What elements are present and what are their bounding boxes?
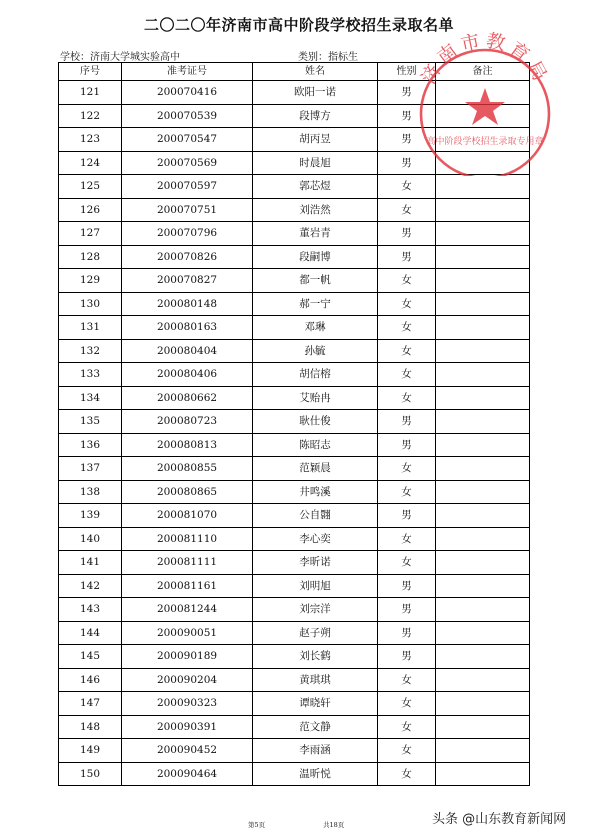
cell-gender: 女 <box>378 386 436 410</box>
cell-name: 孙毓 <box>253 339 378 363</box>
cell-exam-id: 200070826 <box>122 245 253 269</box>
cell-name: 井鸣溪 <box>253 480 378 504</box>
cell-gender: 女 <box>378 457 436 481</box>
cell-name: 陈昭志 <box>253 433 378 457</box>
cell-seq: 130 <box>59 292 122 316</box>
cell-name: 赵子朔 <box>253 621 378 645</box>
header-gender: 性别 <box>378 63 436 81</box>
table-row <box>59 457 530 481</box>
cell-seq: 129 <box>59 269 122 293</box>
cell-exam-id: 200080148 <box>122 292 253 316</box>
cell-exam-id: 200090391 <box>122 715 253 739</box>
cell-name: 范文静 <box>253 715 378 739</box>
cell-gender: 男 <box>378 574 436 598</box>
official-seal <box>415 28 555 176</box>
cell-remark <box>436 668 530 692</box>
cell-name: 刘长鹤 <box>253 645 378 669</box>
cell-gender: 女 <box>378 692 436 716</box>
cell-remark <box>436 457 530 481</box>
table-row <box>59 245 530 269</box>
cell-name: 温昕悦 <box>253 762 378 786</box>
cell-seq: 122 <box>59 104 122 128</box>
cell-seq: 140 <box>59 527 122 551</box>
cell-remark <box>436 692 530 716</box>
cell-remark <box>436 222 530 246</box>
header-name: 姓名 <box>253 63 378 81</box>
cell-seq: 138 <box>59 480 122 504</box>
cell-gender: 女 <box>378 480 436 504</box>
cell-gender: 男 <box>378 504 436 528</box>
cell-gender: 女 <box>378 269 436 293</box>
cell-name: 李昕诺 <box>253 551 378 575</box>
cell-gender: 男 <box>378 433 436 457</box>
table-row <box>59 527 530 551</box>
cell-gender: 女 <box>378 363 436 387</box>
cell-exam-id: 200090323 <box>122 692 253 716</box>
table-row <box>59 222 530 246</box>
cell-seq: 144 <box>59 621 122 645</box>
cell-name: 欧阳一诺 <box>253 81 378 105</box>
cell-exam-id: 200090204 <box>122 668 253 692</box>
cell-seq: 141 <box>59 551 122 575</box>
cell-exam-id: 200081111 <box>122 551 253 575</box>
cell-gender: 女 <box>378 339 436 363</box>
cell-remark <box>436 621 530 645</box>
table-row <box>59 480 530 504</box>
cell-remark <box>436 175 530 199</box>
cell-seq: 147 <box>59 692 122 716</box>
cell-name: 黄琪琪 <box>253 668 378 692</box>
cell-remark <box>436 363 530 387</box>
cell-remark <box>436 527 530 551</box>
cell-exam-id: 200070796 <box>122 222 253 246</box>
cell-remark <box>436 715 530 739</box>
source-watermark: 头条 @山东教育新闻网 <box>432 812 567 827</box>
table-row <box>59 598 530 622</box>
table-row <box>59 339 530 363</box>
cell-gender: 男 <box>378 222 436 246</box>
total-pages: 共18页 <box>323 821 345 829</box>
seal-inner-text: 高中阶段学校招生录取专用章 <box>426 137 544 147</box>
cell-exam-id: 200070547 <box>122 128 253 152</box>
header-remark: 备注 <box>436 63 530 81</box>
cell-exam-id: 200080662 <box>122 386 253 410</box>
cell-gender: 女 <box>378 527 436 551</box>
document-title: 二〇二〇年济南市高中阶段学校招生录取名单 <box>143 16 454 34</box>
cell-gender: 女 <box>378 175 436 199</box>
table-row <box>59 668 530 692</box>
cell-seq: 124 <box>59 151 122 175</box>
cell-exam-id: 200070539 <box>122 104 253 128</box>
cell-exam-id: 200081244 <box>122 598 253 622</box>
cell-seq: 149 <box>59 739 122 763</box>
cell-exam-id: 200070569 <box>122 151 253 175</box>
cell-name: 谭晓轩 <box>253 692 378 716</box>
cell-remark <box>436 574 530 598</box>
cell-name: 刘浩然 <box>253 198 378 222</box>
table-row <box>59 574 530 598</box>
cell-gender: 男 <box>378 621 436 645</box>
cell-name: 范颖晨 <box>253 457 378 481</box>
cell-gender: 女 <box>378 316 436 340</box>
table-row <box>59 715 530 739</box>
cell-name: 艾贻冉 <box>253 386 378 410</box>
cell-remark <box>436 269 530 293</box>
cell-exam-id: 200080855 <box>122 457 253 481</box>
cell-name: 李雨涵 <box>253 739 378 763</box>
cell-remark <box>436 598 530 622</box>
cell-exam-id: 200090189 <box>122 645 253 669</box>
cell-gender: 女 <box>378 739 436 763</box>
cell-seq: 137 <box>59 457 122 481</box>
cell-exam-id: 200080404 <box>122 339 253 363</box>
seal-arc-text: 济南市教育局 <box>417 29 553 88</box>
cell-gender: 女 <box>378 715 436 739</box>
table-row <box>59 269 530 293</box>
cell-seq: 143 <box>59 598 122 622</box>
table-row <box>59 410 530 434</box>
cell-seq: 134 <box>59 386 122 410</box>
cell-name: 段博方 <box>253 104 378 128</box>
cell-name: 郝一宁 <box>253 292 378 316</box>
cell-name: 胡信榕 <box>253 363 378 387</box>
cell-gender: 男 <box>378 128 436 152</box>
cell-exam-id: 200080865 <box>122 480 253 504</box>
cell-exam-id: 200070751 <box>122 198 253 222</box>
header-seq: 序号 <box>59 63 122 81</box>
cell-gender: 女 <box>378 668 436 692</box>
cell-remark <box>436 433 530 457</box>
cell-gender: 男 <box>378 151 436 175</box>
cell-remark <box>436 504 530 528</box>
cell-exam-id: 200090464 <box>122 762 253 786</box>
cell-seq: 136 <box>59 433 122 457</box>
table-row <box>59 198 530 222</box>
table-body <box>59 81 530 786</box>
cell-remark <box>436 645 530 669</box>
cell-seq: 125 <box>59 175 122 199</box>
cell-gender: 女 <box>378 292 436 316</box>
cell-seq: 126 <box>59 198 122 222</box>
table-row <box>59 551 530 575</box>
cell-remark <box>436 551 530 575</box>
table-row <box>59 175 530 199</box>
cell-name: 公自翾 <box>253 504 378 528</box>
cell-gender: 男 <box>378 245 436 269</box>
cell-remark <box>436 480 530 504</box>
cell-seq: 128 <box>59 245 122 269</box>
table-row <box>59 739 530 763</box>
cell-remark <box>436 386 530 410</box>
cell-exam-id: 200080723 <box>122 410 253 434</box>
cell-gender: 男 <box>378 81 436 105</box>
cell-gender: 男 <box>378 645 436 669</box>
cell-seq: 123 <box>59 128 122 152</box>
table-row <box>59 316 530 340</box>
cell-exam-id: 200070597 <box>122 175 253 199</box>
cell-exam-id: 200080163 <box>122 316 253 340</box>
table-row <box>59 645 530 669</box>
cell-name: 胡丙昱 <box>253 128 378 152</box>
cell-gender: 男 <box>378 410 436 434</box>
cell-remark <box>436 292 530 316</box>
cell-exam-id: 200081161 <box>122 574 253 598</box>
table-row <box>59 386 530 410</box>
cell-gender: 女 <box>378 198 436 222</box>
cell-seq: 142 <box>59 574 122 598</box>
cell-seq: 145 <box>59 645 122 669</box>
cell-remark <box>436 762 530 786</box>
cell-seq: 148 <box>59 715 122 739</box>
table-row <box>59 433 530 457</box>
cell-name: 刘明旭 <box>253 574 378 598</box>
cell-gender: 男 <box>378 104 436 128</box>
header-exam-id: 准考证号 <box>122 63 253 81</box>
cell-exam-id: 200080813 <box>122 433 253 457</box>
cell-exam-id: 200081110 <box>122 527 253 551</box>
table-row <box>59 504 530 528</box>
cell-seq: 135 <box>59 410 122 434</box>
cell-remark <box>436 245 530 269</box>
cell-exam-id: 200070416 <box>122 81 253 105</box>
cell-name: 耿仕俊 <box>253 410 378 434</box>
cell-remark <box>436 316 530 340</box>
cell-name: 邓琳 <box>253 316 378 340</box>
cell-seq: 127 <box>59 222 122 246</box>
table-row <box>59 762 530 786</box>
table-row <box>59 692 530 716</box>
cell-seq: 131 <box>59 316 122 340</box>
cell-name: 时晨旭 <box>253 151 378 175</box>
cell-name: 都一帆 <box>253 269 378 293</box>
cell-name: 郭芯煜 <box>253 175 378 199</box>
table-row <box>59 292 530 316</box>
cell-name: 董岩青 <box>253 222 378 246</box>
cell-name: 段嗣博 <box>253 245 378 269</box>
cell-remark <box>436 410 530 434</box>
cell-seq: 121 <box>59 81 122 105</box>
cell-gender: 女 <box>378 551 436 575</box>
page-number: 第5页 <box>248 821 266 829</box>
school-label: 学校：济南大学城实验高中 <box>60 52 180 63</box>
table-row <box>59 363 530 387</box>
cell-seq: 133 <box>59 363 122 387</box>
cell-remark <box>436 739 530 763</box>
table-row <box>59 621 530 645</box>
cell-name: 刘宗洋 <box>253 598 378 622</box>
cell-exam-id: 200090452 <box>122 739 253 763</box>
cell-exam-id: 200070827 <box>122 269 253 293</box>
cell-name: 李心奕 <box>253 527 378 551</box>
cell-exam-id: 200081070 <box>122 504 253 528</box>
cell-remark <box>436 339 530 363</box>
cell-seq: 150 <box>59 762 122 786</box>
cell-exam-id: 200080406 <box>122 363 253 387</box>
cell-exam-id: 200090051 <box>122 621 253 645</box>
cell-remark <box>436 198 530 222</box>
cell-seq: 146 <box>59 668 122 692</box>
category-label: 类别：指标生 <box>298 52 358 63</box>
cell-seq: 132 <box>59 339 122 363</box>
cell-gender: 男 <box>378 598 436 622</box>
cell-gender: 女 <box>378 762 436 786</box>
cell-seq: 139 <box>59 504 122 528</box>
